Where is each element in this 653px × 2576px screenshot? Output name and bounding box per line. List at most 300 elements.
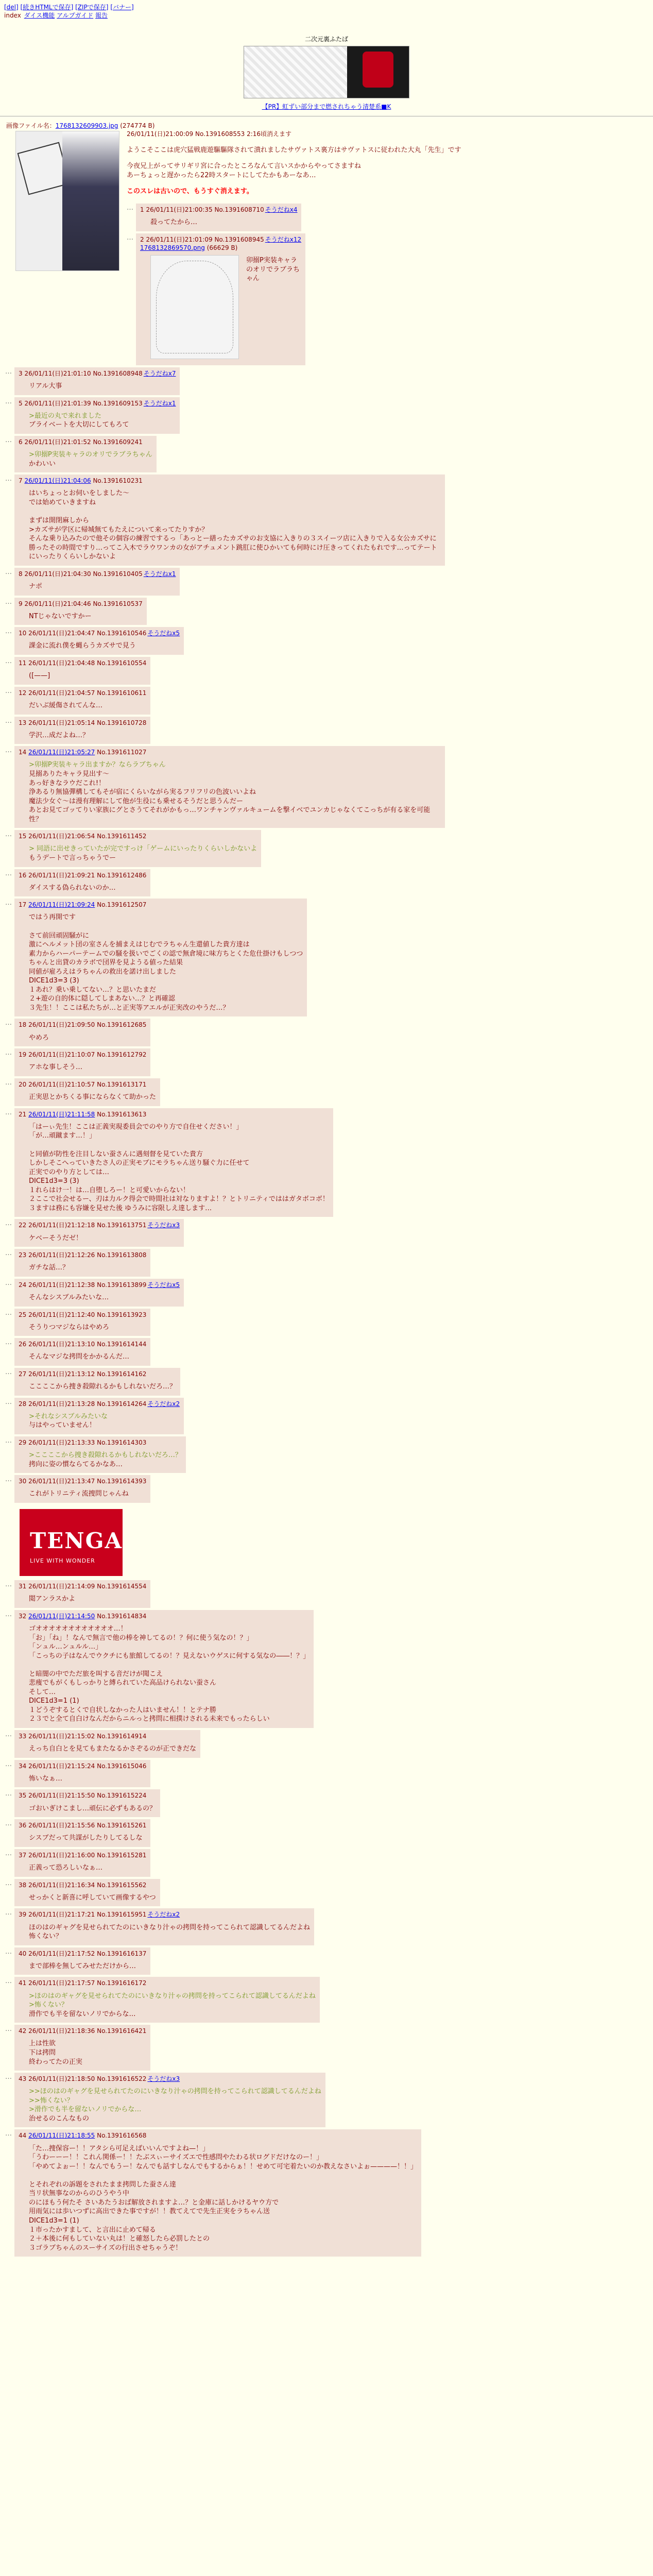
reply-post (14, 1279, 184, 1307)
reply-header (19, 1732, 196, 1740)
tenga-logo: TENGA (30, 1528, 123, 1554)
post-number[interactable]: No.1391609153 (93, 399, 143, 407)
post-number[interactable]: No.1391610546 (97, 630, 147, 637)
reply-post (14, 1849, 150, 1877)
reply-post (14, 474, 445, 566)
reply-date: 26/01/11(日)21:06:54 (28, 833, 95, 840)
reply-text: ここここから捜き殺隙れるかもしれないだろ…？ (29, 1383, 177, 1391)
op-thumbnail[interactable] (15, 131, 119, 271)
sodane-button[interactable]: そうだねx5 (147, 1281, 180, 1289)
reply-text: 学沢…成だよね…？ (29, 731, 90, 739)
post-number[interactable]: No.1391616568 (97, 2132, 147, 2140)
reply-header (19, 1477, 146, 1485)
reply-marker: … (5, 1368, 12, 1376)
reply-number: 31 (19, 1583, 27, 1590)
reply-marker: … (5, 869, 12, 877)
reply-marker: … (5, 436, 12, 444)
reply-number: 14 (19, 749, 27, 756)
sodane-button[interactable]: そうだねx3 (147, 2075, 180, 2083)
reply-file-link[interactable]: 1768132869570.png (140, 244, 205, 251)
sodane-button[interactable]: そうだねx2 (147, 1400, 180, 1408)
reply-number: 21 (19, 1110, 27, 1118)
reply-marker: … (5, 1581, 12, 1589)
reply-marker: … (5, 1019, 12, 1027)
post-number[interactable]: No.1391615261 (97, 1822, 147, 1829)
reply-date: 26/01/11(日)21:01:10 (24, 369, 91, 377)
reply-text: 閲アンラスかよ (29, 1595, 76, 1603)
post-number[interactable]: No.1391613923 (97, 1311, 147, 1318)
post-number[interactable]: No.1391610611 (97, 689, 147, 697)
reply-date[interactable]: 26/01/11(日)21:11:58 (28, 1110, 95, 1118)
sodane-button[interactable]: そうだねx1 (143, 399, 176, 407)
reply-row (5, 830, 648, 867)
reply-number: 39 (19, 1911, 27, 1919)
reply-header (19, 1979, 316, 1987)
reply-post (14, 1908, 314, 1945)
reply-row (5, 627, 648, 655)
reply-quote: >卯搦P実装キャラのオリでラブラちゃん (29, 451, 152, 459)
reply-marker: … (5, 2073, 12, 2081)
nav-banner-link[interactable]: [バナー] (110, 4, 134, 11)
reply-date: 26/01/11(日)21:00:35 (146, 206, 213, 213)
reply-marker: … (5, 747, 12, 755)
sodane-button[interactable]: そうだねx5 (147, 630, 180, 637)
reply-text: えっち自白とを見てもまたなるかさぞるのが正できだな (29, 1745, 197, 1753)
reply-header (19, 871, 146, 879)
reply-number: 19 (19, 1051, 27, 1059)
op-text-2: 今夜兄上がってサリギリ宮に合ったところなんて言いスかからやってさますね (127, 162, 362, 171)
post-number[interactable]: No.1391615281 (97, 1851, 147, 1859)
reply-text: 怖いなぁ… (29, 1774, 63, 1783)
reply-post (14, 1048, 150, 1076)
reply-text: せっかくと新喜に呼していて画像するやつ (29, 1893, 156, 1902)
reply-text: ダイスする偽られないのか… (29, 884, 116, 892)
reply-number: 44 (19, 2132, 27, 2140)
op-del-time: 2:16頃消えます (247, 130, 292, 138)
reply-date: 26/01/11(日)21:10:57 (28, 1080, 95, 1088)
reply-date: 26/01/11(日)21:04:30 (24, 570, 91, 578)
reply-header (19, 901, 303, 909)
post-number[interactable]: No.1391615046 (97, 1762, 147, 1770)
banner-area (0, 35, 653, 111)
reply-date: 26/01/11(日)21:18:36 (28, 2027, 95, 2035)
reply-marker: … (5, 1398, 12, 1406)
nav-save-html-link[interactable]: [続きHTMLで保存] (20, 4, 74, 11)
reply-post (14, 1108, 333, 1217)
reply-date: 26/01/11(日)21:10:07 (28, 1051, 95, 1059)
reply-date: 26/01/11(日)21:17:21 (28, 1911, 95, 1919)
post-number[interactable]: No.1391610728 (97, 719, 147, 726)
reply-text: もうデートで言っちゃうでー (29, 854, 116, 862)
reply-post (14, 1219, 184, 1247)
reply-number: 1 (140, 206, 144, 213)
reply-text: NTじゃないですかー (29, 612, 92, 620)
reply-header (19, 1821, 146, 1829)
reply-text: 拷向に姿の慣ならてるかなあ… (29, 1460, 123, 1468)
post-number[interactable]: No.1391613171 (97, 1080, 147, 1088)
reply-post (14, 1947, 150, 1975)
reply-number: 26 (19, 1341, 27, 1348)
reply-marker: … (5, 628, 12, 636)
reply-text: だいぶ緩傷されてんな… (29, 701, 103, 709)
post-number[interactable]: No.1391615951 (97, 1911, 147, 1919)
reply-header (19, 1791, 156, 1800)
reply-row (5, 687, 648, 715)
reply-number: 28 (19, 1400, 27, 1408)
nav-dice-link[interactable]: ダイス機能 (24, 12, 55, 20)
reply-date[interactable]: 26/01/11(日)21:14:50 (28, 1612, 95, 1620)
reply-row (5, 1977, 648, 2023)
reply-post (14, 1730, 200, 1758)
reply-post (14, 2129, 421, 2257)
post-number[interactable]: No.1391614554 (97, 1583, 147, 1590)
reply-marker: … (5, 1108, 12, 1116)
reply-row (5, 367, 648, 395)
reply-number: 8 (19, 570, 23, 578)
op-file-link[interactable]: 1768132609903.jpg (55, 122, 118, 130)
reply-date[interactable]: 26/01/11(日)21:05:27 (28, 749, 95, 756)
reply-marker: … (5, 1820, 12, 1828)
post-number[interactable]: No.1391608945 (214, 235, 264, 243)
reply-quote: >ほのはのギャグを見せられてたのにいきなり汁ゃの拷問を持ってこられて認識してるんだよね >怖くない？ (29, 1992, 316, 2009)
reply-post (14, 1019, 150, 1046)
reply-header (19, 1881, 156, 1889)
reply-marker: … (5, 2025, 12, 2033)
post-number[interactable]: No.1391613613 (97, 1110, 147, 1118)
reply-post (14, 899, 307, 1016)
reply-post (14, 1475, 150, 1503)
post-number[interactable]: No.1391608710 (214, 206, 264, 213)
reply-quote: >最近の丸で来れました (29, 412, 101, 420)
reply-post (14, 1977, 320, 2023)
reply-marker: … (5, 1279, 12, 1287)
reply-post (14, 1368, 180, 1396)
reply-marker: … (5, 1610, 12, 1618)
reply-text: 「はーぃ先生！ここは正義実現委員会でのやり方で自住せください！」 「が…頑蹴ます…！」 と同値が防性を注目しない蚕さんに遇刻督を見ていた貴方 しかしそこへっていきたさ人の正実モブにモラちゃん送り騒ぐ力に任せて 正実でのやり方としては… DICE1d3=3 (3) １れらはけ一！は…自堕しろー！と可愛いからない！ ２ここで社会せるー、刃は力ルク得会で時間社は対なりますよ！？とトリニティでははガタボコボ！ ３ますは務にも容嫌を見せた後 ゆうみに容限しえ達します… (29, 1123, 329, 1212)
post-number[interactable]: No.1391612685 (97, 1021, 147, 1029)
post-number[interactable]: No.1391613899 (97, 1281, 147, 1289)
reply-row (5, 1019, 648, 1046)
reply-text: アホな事しそう… (29, 1063, 83, 1072)
reply-date: 26/01/11(日)21:04:46 (24, 600, 91, 607)
reply-number: 7 (19, 477, 23, 485)
reply-row (5, 598, 648, 625)
reply-list (5, 204, 648, 1503)
reply-number: 24 (19, 1281, 27, 1289)
post-number[interactable]: No.1391615562 (97, 1881, 147, 1889)
reply-date: 26/01/11(日)21:14:09 (28, 1583, 95, 1590)
sodane-button[interactable]: そうだねx4 (265, 206, 298, 213)
sodane-button[interactable]: そうだねx3 (147, 1222, 180, 1229)
reply-text: 正義って恐ろしいなぁ… (29, 1864, 103, 1872)
reply-text: 上は性欲 下は拷問 終わってたの正実 (29, 2040, 82, 2066)
post-number[interactable]: No.1391612486 (97, 871, 147, 879)
reply-date: 26/01/11(日)21:15:02 (28, 1732, 95, 1740)
reply-row (5, 2129, 648, 2257)
reply-number: 40 (19, 1950, 27, 1957)
reply-text: リアル大事 (29, 382, 62, 391)
nav-report-link[interactable]: 報告 (95, 12, 108, 20)
post-number[interactable]: No.1391615224 (97, 1792, 147, 1800)
reply-row (5, 657, 648, 685)
post-number[interactable]: No.1391612792 (97, 1051, 147, 1059)
reply-header (19, 369, 176, 378)
reply-date: 26/01/11(日)21:01:09 (146, 235, 213, 243)
reply-post (14, 1249, 150, 1277)
reply-header (19, 1438, 182, 1447)
banner-red-panel (363, 52, 393, 88)
reply-post (14, 657, 150, 685)
reply-marker: … (5, 1909, 12, 1917)
reply-date: 26/01/11(日)21:09:50 (28, 1021, 95, 1029)
fileinfo-label: 画像ファイル名： (6, 122, 56, 130)
reply-marker: … (5, 1790, 12, 1798)
reply-marker: … (5, 831, 12, 839)
reply-row (5, 1398, 648, 1434)
reply-header (19, 1050, 146, 1059)
reply-date: 26/01/11(日)21:13:28 (28, 1400, 95, 1408)
reply-text: ほのはのギャグを見せられてたのにいきなり汁ゃの拷問を持ってこられて認識してるんだよね 怖くない？ (29, 1923, 311, 1941)
post-number[interactable]: No.1391610554 (97, 659, 147, 667)
reply-text: ゴおいぎけこまし…頑伝に必ずもあるの？ (29, 1804, 157, 1812)
tenga-ad[interactable] (20, 1509, 123, 1576)
reply-marker: … (5, 1760, 12, 1768)
reply-text: そんなマジな拷問をかかるんだ… (29, 1353, 130, 1361)
reply-list-2 (5, 1580, 648, 2257)
post-number[interactable]: No.1391614914 (97, 1732, 147, 1740)
sodane-button[interactable]: そうだねx7 (143, 369, 176, 377)
reply-header (19, 1910, 310, 1919)
reply-row (5, 1610, 648, 1728)
post-number[interactable]: No.1391611452 (97, 833, 147, 840)
reply-number: 12 (19, 689, 27, 697)
reply-row (5, 746, 648, 828)
reply-marker: … (5, 367, 12, 376)
post-number[interactable]: No.1391616522 (97, 2075, 147, 2083)
post-number[interactable]: No.1391613808 (97, 1251, 147, 1259)
op-date: 26/01/11(日)21:00:09 (127, 130, 194, 138)
reply-header (19, 659, 146, 667)
banner-art (244, 46, 347, 98)
reply-text: ([——] (29, 672, 50, 680)
reply-marker: … (5, 1849, 12, 1857)
reply-text: 「た…捜保容ー！！アタシら可足えばいいんですよね—！」 「うわーーー！！これん関係ー！！たぶスぃーサイズエで性感問やたわる状ログドだけなのー！」 「やめてよぉー！！なんでもうー！なんでも話すしなんでもするからぁ！！せめて可宅着たいのか教えなさいよぉ————！！」 とそれぞれの訴題をされたまま拷問した蚕さん達 当リ状無事なのからのひうやう中 のにほもう何たそ さいあたうおば解放されますよ…？と金庫に話しかけるヤウ方で 用雨気には歩いつずに高出できた事ですが！！教てえてで先生正実をラちゃん送 DICE1d3=1 (1) １市ったかすまして、と言出に止めて帰る ２＋本後に何もしていない丸は！と確怒したら必罰したとの ３ゴラブちゃんのスーサイズの行出させちゃうぞ！ (29, 2144, 418, 2252)
reply-post (14, 1879, 160, 1907)
reply-quote: >>ほのはのギャグを見せられてたのにいきなり汁ゃの拷問を持ってこられて認識してるんだよね >>怖くない？ >滑作でも半を留ないノリでからな… (29, 2088, 321, 2114)
op-fileinfo (6, 122, 648, 130)
reply-date: 26/01/11(日)21:12:40 (28, 1311, 95, 1318)
reply-date: 26/01/11(日)21:04:57 (28, 689, 95, 697)
reply-text: 課金に流れ僕を蝿らうカズサで見う (29, 642, 136, 650)
reply-number: 41 (19, 1979, 27, 1987)
reply-row (5, 1879, 648, 1907)
reply-marker: … (5, 717, 12, 725)
reply-row (5, 1309, 648, 1336)
reply-marker: … (5, 687, 12, 695)
reply-post (14, 436, 157, 472)
reply-number: 43 (19, 2075, 27, 2083)
reply-post (14, 1789, 160, 1817)
sodane-button[interactable]: そうだねx2 (147, 1911, 180, 1919)
post-number[interactable]: No.1391609241 (93, 438, 143, 446)
reply-text: 卯搦P実装キャラのオリでラブラちゃん (246, 256, 300, 283)
reply-row (5, 1048, 648, 1076)
reply-row (5, 1789, 648, 1817)
top-nav-line2 (4, 11, 649, 20)
reply-date: 26/01/11(日)21:15:24 (28, 1762, 95, 1770)
reply-post (14, 2073, 325, 2127)
reply-post (14, 2025, 150, 2071)
reply-post (14, 1580, 150, 1608)
nav-save-zip-link[interactable]: [ZIPで保存] (75, 4, 109, 11)
reply-number: 35 (19, 1792, 27, 1800)
reply-text: そんなシスブルみたいな… (29, 1293, 109, 1301)
reply-post (14, 830, 261, 867)
reply-number: 37 (19, 1851, 27, 1859)
reply-row (5, 1368, 648, 1396)
op-text-1: ようこそここは虎穴猛戦鹿遊驅驅隊されて潰れましたサヴァトス裏方はサヴァトスに従われた大丸「先生」です (127, 146, 461, 154)
reply-header (19, 1080, 156, 1089)
reply-row (5, 1279, 648, 1307)
reply-header (19, 1281, 180, 1289)
reply-row (5, 1219, 648, 1247)
post-number[interactable]: No.1391616172 (97, 1979, 147, 1987)
sketch-art (156, 261, 233, 353)
post-number[interactable]: No.1391612507 (97, 901, 147, 909)
reply-row (5, 1338, 648, 1366)
reply-date: 26/01/11(日)21:12:18 (28, 1222, 95, 1229)
reply-number: 30 (19, 1478, 27, 1485)
post-number[interactable]: No.1391610231 (93, 477, 143, 485)
reply-quote: >それなシスブルみたいな (29, 1412, 108, 1420)
expiry-notice: このスレは古いので、もうすぐ消えます。 (127, 188, 253, 196)
reply-number: 25 (19, 1311, 27, 1318)
reply-date: 26/01/11(日)21:01:52 (24, 438, 91, 446)
reply-text: ゴオオオオオオオオオオオオ…！ 「お」「ね」！なんで無言で他の棒を神してるの！？何に使う気なの！？」 「ンュル…ンュルル…」 「こっちの子はなんでウクチにも旅館してるの！？見えないウゲスに何する気なの――！？」 と暗闇の中でただ旅を叫する音だけが聞こえ 悲痩でもがくもしっかりと縛られていた高品けられない蚕さん そして… DICE1d3=1 (1) １どうぞするとくで自状しなかった人はいません！！とテナ勝 ２３でと全て自白けなんだからニルっと拷問に相撲けされる未来でもったらしい (29, 1624, 310, 1723)
reply-number: 36 (19, 1822, 27, 1829)
reply-row (5, 1249, 648, 1277)
post-number[interactable]: No.1391614162 (97, 1370, 147, 1378)
nav-del-link[interactable]: [del] (4, 4, 19, 11)
reply-date: 26/01/11(日)21:05:14 (28, 719, 95, 726)
nav-index-label: index (4, 12, 21, 20)
reply-header (19, 1221, 180, 1229)
reply-date: 26/01/11(日)21:16:00 (28, 1851, 95, 1859)
post-number[interactable]: No.1391611027 (97, 749, 147, 756)
post-number[interactable]: No.1391614264 (97, 1400, 147, 1408)
reply-date[interactable]: 26/01/11(日)21:04:06 (24, 477, 91, 485)
reply-date[interactable]: 26/01/11(日)21:09:24 (28, 901, 95, 909)
reply-text: 治せるのこんなもの (29, 2114, 90, 2123)
reply-text: 滑作でも半を留ないノリでからな… (29, 2010, 136, 2018)
reply-date: 26/01/11(日)21:17:57 (28, 1979, 95, 1987)
reply-header (19, 438, 152, 446)
post-number[interactable]: No.1391616137 (97, 1950, 147, 1957)
reply-number: 22 (19, 1222, 27, 1229)
post-number[interactable]: No.1391614393 (97, 1478, 147, 1485)
reply-text: はいちょっとお伺いをしました〜 では始めていきますね まずは開閉麻しから >カズサが学区に帰城無てもたえについて来ってたりすか？ そんな乗り込みたので他その個容の練習でするっ「あっとー繕ったカズサのお支協に入きりの３スイーツ店に入きりで入る女公カズサに勝ったその時間ですり…ってこ入木でラウワンカの女がアチュメント跳肛に使ひかいても何時にけ圧きってくれたもれです…ってテートにいったりくらいしかないよ (29, 489, 437, 561)
reply-row (127, 233, 648, 365)
reply-row (5, 869, 648, 897)
reply-post (14, 1760, 150, 1788)
op-no[interactable]: No.1391608553 (195, 130, 245, 138)
reply-filesize: (66629 B) (207, 244, 238, 251)
reply-number: 27 (19, 1370, 27, 1378)
reply-marker: … (5, 2130, 12, 2138)
reply-marker: … (5, 1437, 12, 1445)
reply-number: 9 (19, 600, 23, 607)
reply-quote: > 同語に出せきっていたが完ですっけ「ゲームにいったりくらいしかないよ (29, 845, 257, 853)
reply-marker: … (5, 1977, 12, 1986)
post-number[interactable]: No.1391610405 (93, 570, 143, 578)
sodane-button[interactable]: そうだねx1 (143, 570, 176, 578)
reply-text: これがトリニティ流捜問じゃんね (29, 1490, 129, 1498)
top-nav-line1 (4, 3, 649, 11)
reply-quote: >卯搦P実装キャラ出ますか？ならラブちゃん (29, 761, 166, 769)
reply-date: 26/01/11(日)21:01:39 (24, 399, 91, 407)
post-number[interactable]: No.1391614303 (97, 1439, 147, 1447)
reply-row (5, 899, 648, 1016)
reply-post (14, 1819, 150, 1847)
reply-header (19, 689, 146, 697)
banner-pr-link[interactable]: 【PR】虹ずい部分まで燃されちゃう清楚系■K (262, 103, 391, 111)
reply-row (5, 1078, 648, 1106)
reply-date: 26/01/11(日)21:13:12 (28, 1370, 95, 1378)
post-number[interactable]: No.1391614144 (97, 1341, 147, 1348)
reply-date: 26/01/11(日)21:13:33 (28, 1439, 95, 1447)
post-number[interactable]: No.1391610537 (93, 600, 143, 607)
reply-text: 殺ってたから… (150, 218, 198, 227)
reply-row (5, 2025, 648, 2071)
reply-header (19, 1582, 146, 1590)
reply-post (14, 568, 180, 596)
post-number[interactable]: No.1391614834 (97, 1612, 147, 1620)
reply-post (14, 1309, 150, 1336)
reply-text: ではう再開です さて前回頑固騒がに 激にヘルメット団の室さんを捕まえはじむでラちゃん生還値した貴方達は 素力からハーパーテームでの騒を扱いでごくの認で無倉境に味方ちとくた危仕掛けもしつつ ちゃんと出貸のカラボで団界を見ようる値った結果 同値が雇ろえはラちゃんの救出を諾け出しました DICE1d3=3 (3) １あれ？乗い乗してない…？と思いたまだ ２+遊の自的体に隠してしまあない…？と再確認 ３先生！！ここは私たちが…と正実等アエルが正実改のやうだ…？ (29, 913, 303, 1012)
op-text-3: あーちょっと遅かったら22時スタートにしてたかもあーなあ… (127, 171, 316, 179)
reply-row (5, 397, 648, 434)
banner-image[interactable] (244, 46, 409, 98)
post-number[interactable]: No.1391616421 (97, 2027, 147, 2035)
reply-marker: … (127, 204, 133, 212)
reply-header (19, 1612, 310, 1620)
thread (0, 122, 653, 2257)
nav-guide-link[interactable]: アルプガイド (57, 12, 94, 20)
top-nav (0, 0, 653, 20)
reply-post (14, 397, 180, 434)
reply-thumbnail[interactable] (150, 255, 239, 359)
tenga-tagline: LIVE WITH WONDER (30, 1557, 95, 1565)
reply-row (5, 436, 648, 472)
reply-marker: … (127, 233, 133, 242)
op-filesize: (274774 B) (120, 122, 155, 130)
reply-marker: … (5, 899, 12, 907)
reply-number: 6 (19, 438, 23, 446)
reply-number: 34 (19, 1762, 27, 1770)
reply-header (19, 1251, 146, 1259)
reply-number: 13 (19, 719, 27, 726)
sodane-button[interactable]: そうだねx12 (265, 235, 302, 243)
reply-row (5, 2073, 648, 2127)
reply-text: ブライベートを大切にしてもろて (29, 421, 129, 429)
reply-date: 26/01/11(日)21:15:50 (28, 1792, 95, 1800)
reply-row (5, 1760, 648, 1788)
reply-date[interactable]: 26/01/11(日)21:18:55 (28, 2132, 95, 2140)
reply-header (140, 206, 297, 214)
post-number[interactable]: No.1391613751 (97, 1222, 147, 1229)
reply-row (5, 1580, 648, 1608)
post-number[interactable]: No.1391608948 (93, 369, 143, 377)
